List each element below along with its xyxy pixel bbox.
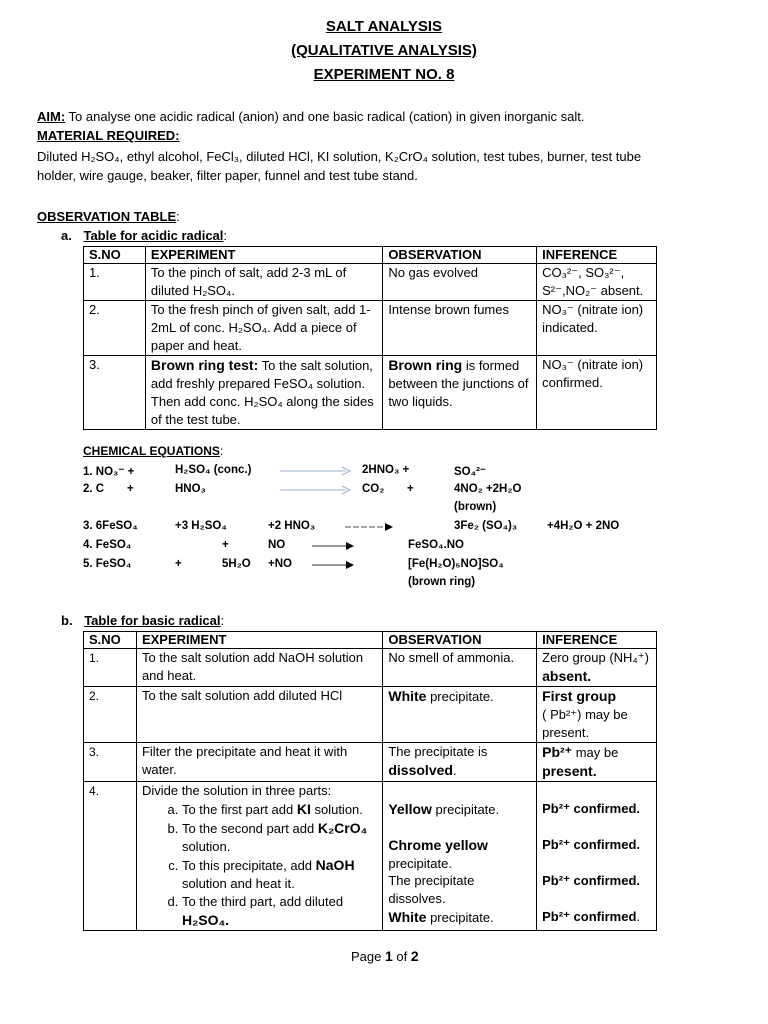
acidic-radical-table — [83, 246, 657, 430]
step-a-text: To the first part add — [181, 802, 297, 817]
aim-line — [37, 109, 585, 124]
eq2-number: 2. C — [83, 483, 105, 495]
may-be-text: may be — [572, 745, 619, 760]
row-experiment: To the salt solution add diluted HCl — [136, 687, 382, 743]
eq2-product-2: 4NO₂ +2H₂O — [454, 483, 522, 495]
row-experiment: Filter the precipitate and heat it with water. — [136, 743, 382, 782]
step-b-text: To the second part add — [181, 821, 318, 836]
equations-label: CHEMICAL EQUATIONS — [83, 444, 220, 458]
step-a-reagent: KI — [296, 801, 311, 817]
row-inference: NO₃⁻ (nitrate ion) confirmed. — [537, 356, 657, 430]
eq3-number: 3. 6FeSO₄ — [83, 520, 138, 532]
zero-group-text: Zero group (NH₄⁺) — [542, 650, 649, 665]
eq2-plus-2: + — [407, 483, 414, 495]
inf-d-text: Pb²⁺ confirmed — [542, 909, 637, 924]
chemical-equations-heading — [83, 444, 223, 458]
aim-label: AIM: — [37, 109, 66, 124]
row-observation — [383, 782, 537, 931]
eq3-product-1: 3Fe₂ (SO₄)₃ — [454, 520, 518, 532]
step-c-text: To this precipitate, add — [181, 858, 316, 873]
basic-table-heading — [61, 613, 224, 628]
step-b-end: solution. — [181, 839, 231, 854]
eq5-plus: + — [175, 558, 182, 570]
eq5-product: [Fe(H₂O)₅NO]SO₄ — [408, 558, 504, 570]
absent-label: absent. — [542, 668, 592, 684]
eq1-product-1: 2HNO₃ + — [362, 464, 410, 476]
row-observation — [383, 743, 537, 782]
arrow-icon — [280, 484, 352, 496]
table-header-row — [84, 632, 657, 649]
basic-marker: b. — [61, 613, 73, 628]
material-label: MATERIAL REQUIRED: — [37, 128, 180, 143]
row-experiment: To the salt solution add NaOH solution and heat. — [136, 649, 382, 687]
pb-label: Pb²⁺ — [542, 744, 573, 760]
of-word: of — [392, 949, 411, 964]
precipitate-is-text: The precipitate is — [388, 744, 488, 759]
eq1-number: 1. NO₃⁻ + — [83, 466, 135, 478]
sub-step-d — [182, 893, 377, 930]
sub-step-b — [182, 819, 377, 856]
table-row — [84, 687, 657, 743]
table-row — [84, 743, 657, 782]
header-sno: S.NO — [84, 632, 137, 649]
arrow-icon — [312, 540, 356, 552]
eq4-product: FeSO₄.NO — [408, 539, 464, 551]
header-observation: OBSERVATION — [383, 247, 537, 264]
present-label: present. — [542, 763, 597, 779]
table-row — [84, 301, 657, 356]
sub-steps-list — [142, 800, 377, 930]
eq4-reactant-2: NO — [268, 539, 286, 551]
header-inference: INFERENCE — [537, 632, 657, 649]
sub-step-c — [182, 856, 377, 893]
aim-text: To analyse one acidic radical (anion) and one basic radical (cation) in given inorganic salt. — [65, 109, 585, 124]
row-inference: NO₃⁻ (nitrate ion) indicated. — [537, 301, 657, 356]
observation-table-heading — [37, 209, 180, 224]
acidic-label: Table for acidic radical — [83, 228, 224, 243]
step-b-reagent: K₂CrO₄ — [317, 820, 368, 836]
row-sno: 4. — [84, 782, 137, 931]
basic-colon: : — [220, 613, 225, 628]
row-experiment: To the pinch of salt, add 2-3 mL of diluted H₂SO₄. — [145, 264, 382, 301]
header-observation: OBSERVATION — [383, 632, 537, 649]
eq5-reactant-3: +NO — [268, 558, 292, 570]
table-row — [84, 782, 657, 931]
eq2-reactant: HNO₃ — [175, 483, 206, 495]
step-c-end: solution and heat it. — [181, 876, 295, 891]
row-sno: 1. — [84, 264, 146, 301]
inf-c: Pb²⁺ confirmed. — [542, 873, 640, 888]
observation-table-colon: : — [176, 209, 180, 224]
experiment-number: EXPERIMENT NO. 8 — [313, 66, 455, 83]
row-inference — [537, 649, 657, 687]
table-row — [84, 264, 657, 301]
inf-d-period: . — [636, 909, 641, 924]
arrow-icon — [280, 465, 352, 477]
obs-d — [388, 908, 531, 927]
header-experiment: EXPERIMENT — [145, 247, 382, 264]
row-inference: CO₃²⁻, SO₃²⁻, S²⁻,NO₂⁻ absent. — [537, 264, 657, 301]
eq3-reactant-3: +2 HNO₃ — [268, 520, 316, 532]
row-inference — [537, 782, 657, 931]
arrow-icon — [345, 521, 395, 533]
eq3-reactant-2: +3 H₂SO₄ — [175, 520, 227, 532]
row-sno: 2. — [84, 687, 137, 743]
row-sno: 1. — [84, 649, 137, 687]
eq5-reactant-2: 5H₂O — [222, 558, 251, 570]
inf-d — [542, 908, 651, 926]
step-d-text: To the third part, add diluted — [181, 894, 344, 909]
acidic-marker: a. — [61, 228, 72, 243]
eq5-number: 5. FeSO₄ — [83, 558, 132, 570]
row-observation: Intense brown fumes — [383, 301, 537, 356]
obs-a — [388, 800, 531, 836]
acidic-colon: : — [223, 228, 228, 243]
brown-ring-text: is formed between the junctions of two liquids. — [388, 358, 529, 409]
eq4-number: 4. FeSO₄ — [83, 539, 132, 551]
eq1-reactant: H₂SO₄ (conc.) — [175, 464, 252, 476]
obs-d-text: precipitate. — [426, 910, 494, 925]
inf-b: Pb²⁺ confirmed. — [542, 837, 640, 852]
header-inference: INFERENCE — [537, 247, 657, 264]
row-observation: No smell of ammonia. — [383, 649, 537, 687]
dissolved-label: dissolved — [388, 762, 453, 778]
obs-b-text: precipitate. — [388, 856, 452, 871]
eq5-note: (brown ring) — [408, 576, 476, 588]
material-line-1: Diluted H₂SO₄, ethyl alcohol, FeCl₃, diluted HCl, KI solution, K₂CrO₄ solution, test tubes, burner, test tube — [37, 149, 642, 164]
row-experiment — [145, 356, 382, 430]
row-observation — [383, 356, 537, 430]
page-title: SALT ANALYSIS — [325, 18, 443, 35]
page-subtitle: (QUALITATIVE ANALYSIS) — [291, 42, 477, 59]
arrow-icon — [312, 559, 356, 571]
current-page: 1 — [384, 948, 393, 964]
row-experiment — [136, 782, 382, 931]
basic-radical-table — [83, 631, 657, 931]
first-group-label: First group — [542, 688, 617, 704]
eq2-product-1: CO₂ — [362, 483, 385, 495]
page-number — [351, 948, 419, 964]
white-label: White — [388, 688, 427, 704]
row-observation — [383, 687, 537, 743]
row-sno: 2. — [84, 301, 146, 356]
step-d-reagent: H₂SO₄. — [181, 912, 230, 928]
precipitate-text: precipitate. — [426, 689, 494, 704]
acidic-table-heading — [61, 228, 227, 243]
white-label: White — [388, 909, 427, 925]
eq4-plus: + — [222, 539, 229, 551]
row-observation: No gas evolved — [383, 264, 537, 301]
step-a-end: solution. — [310, 802, 363, 817]
row-experiment: To the fresh pinch of given salt, add 1-2mL of conc. H₂SO₄. Add a piece of paper and heat. — [145, 301, 382, 356]
basic-label: Table for basic radical — [84, 613, 221, 628]
page-word: Page — [351, 949, 385, 964]
row-inference — [537, 687, 657, 743]
step-c-reagent: NaOH — [315, 857, 355, 873]
table-row — [84, 356, 657, 430]
dissolved-period: . — [452, 763, 457, 778]
divide-intro: Divide the solution in three parts: — [141, 783, 332, 798]
sub-step-a — [182, 800, 377, 819]
eq1-product-2: SO₄²⁻ — [454, 466, 486, 478]
table-row — [84, 649, 657, 687]
header-sno: S.NO — [84, 247, 146, 264]
pb-may-be-present: ( Pb²⁺) may be present. — [542, 707, 628, 740]
yellow-label: Yellow — [388, 801, 432, 817]
header-experiment: EXPERIMENT — [136, 632, 382, 649]
obs-c: The precipitate dissolves. — [388, 873, 475, 906]
brown-ring-test-label: Brown ring test: — [150, 357, 259, 373]
chrome-yellow-label: Chrome yellow — [388, 837, 488, 853]
eq3-product-2: +4H₂O + 2NO — [547, 520, 620, 532]
brown-ring-label: Brown ring — [388, 357, 463, 373]
total-pages: 2 — [410, 948, 419, 964]
table-header-row — [84, 247, 657, 264]
eq2-plus: + — [127, 483, 134, 495]
eq2-note: (brown) — [454, 501, 497, 513]
row-sno: 3. — [84, 743, 137, 782]
brown-ring-test-text: To the salt solution, add freshly prepared FeSO₄ solution. Then add conc. H₂SO₄ along the sides of the test tube. — [150, 358, 374, 427]
inf-a: Pb²⁺ confirmed. — [542, 801, 640, 816]
obs-a-text: precipitate. — [431, 802, 500, 817]
row-sno: 3. — [84, 356, 146, 430]
equations-colon: : — [219, 444, 224, 458]
row-inference — [537, 743, 657, 782]
obs-b — [388, 836, 531, 872]
observation-table-label: OBSERVATION TABLE — [37, 209, 177, 224]
material-line-2: holder, wire gauge, beaker, filter paper, funnel and test tube stand. — [37, 168, 418, 183]
